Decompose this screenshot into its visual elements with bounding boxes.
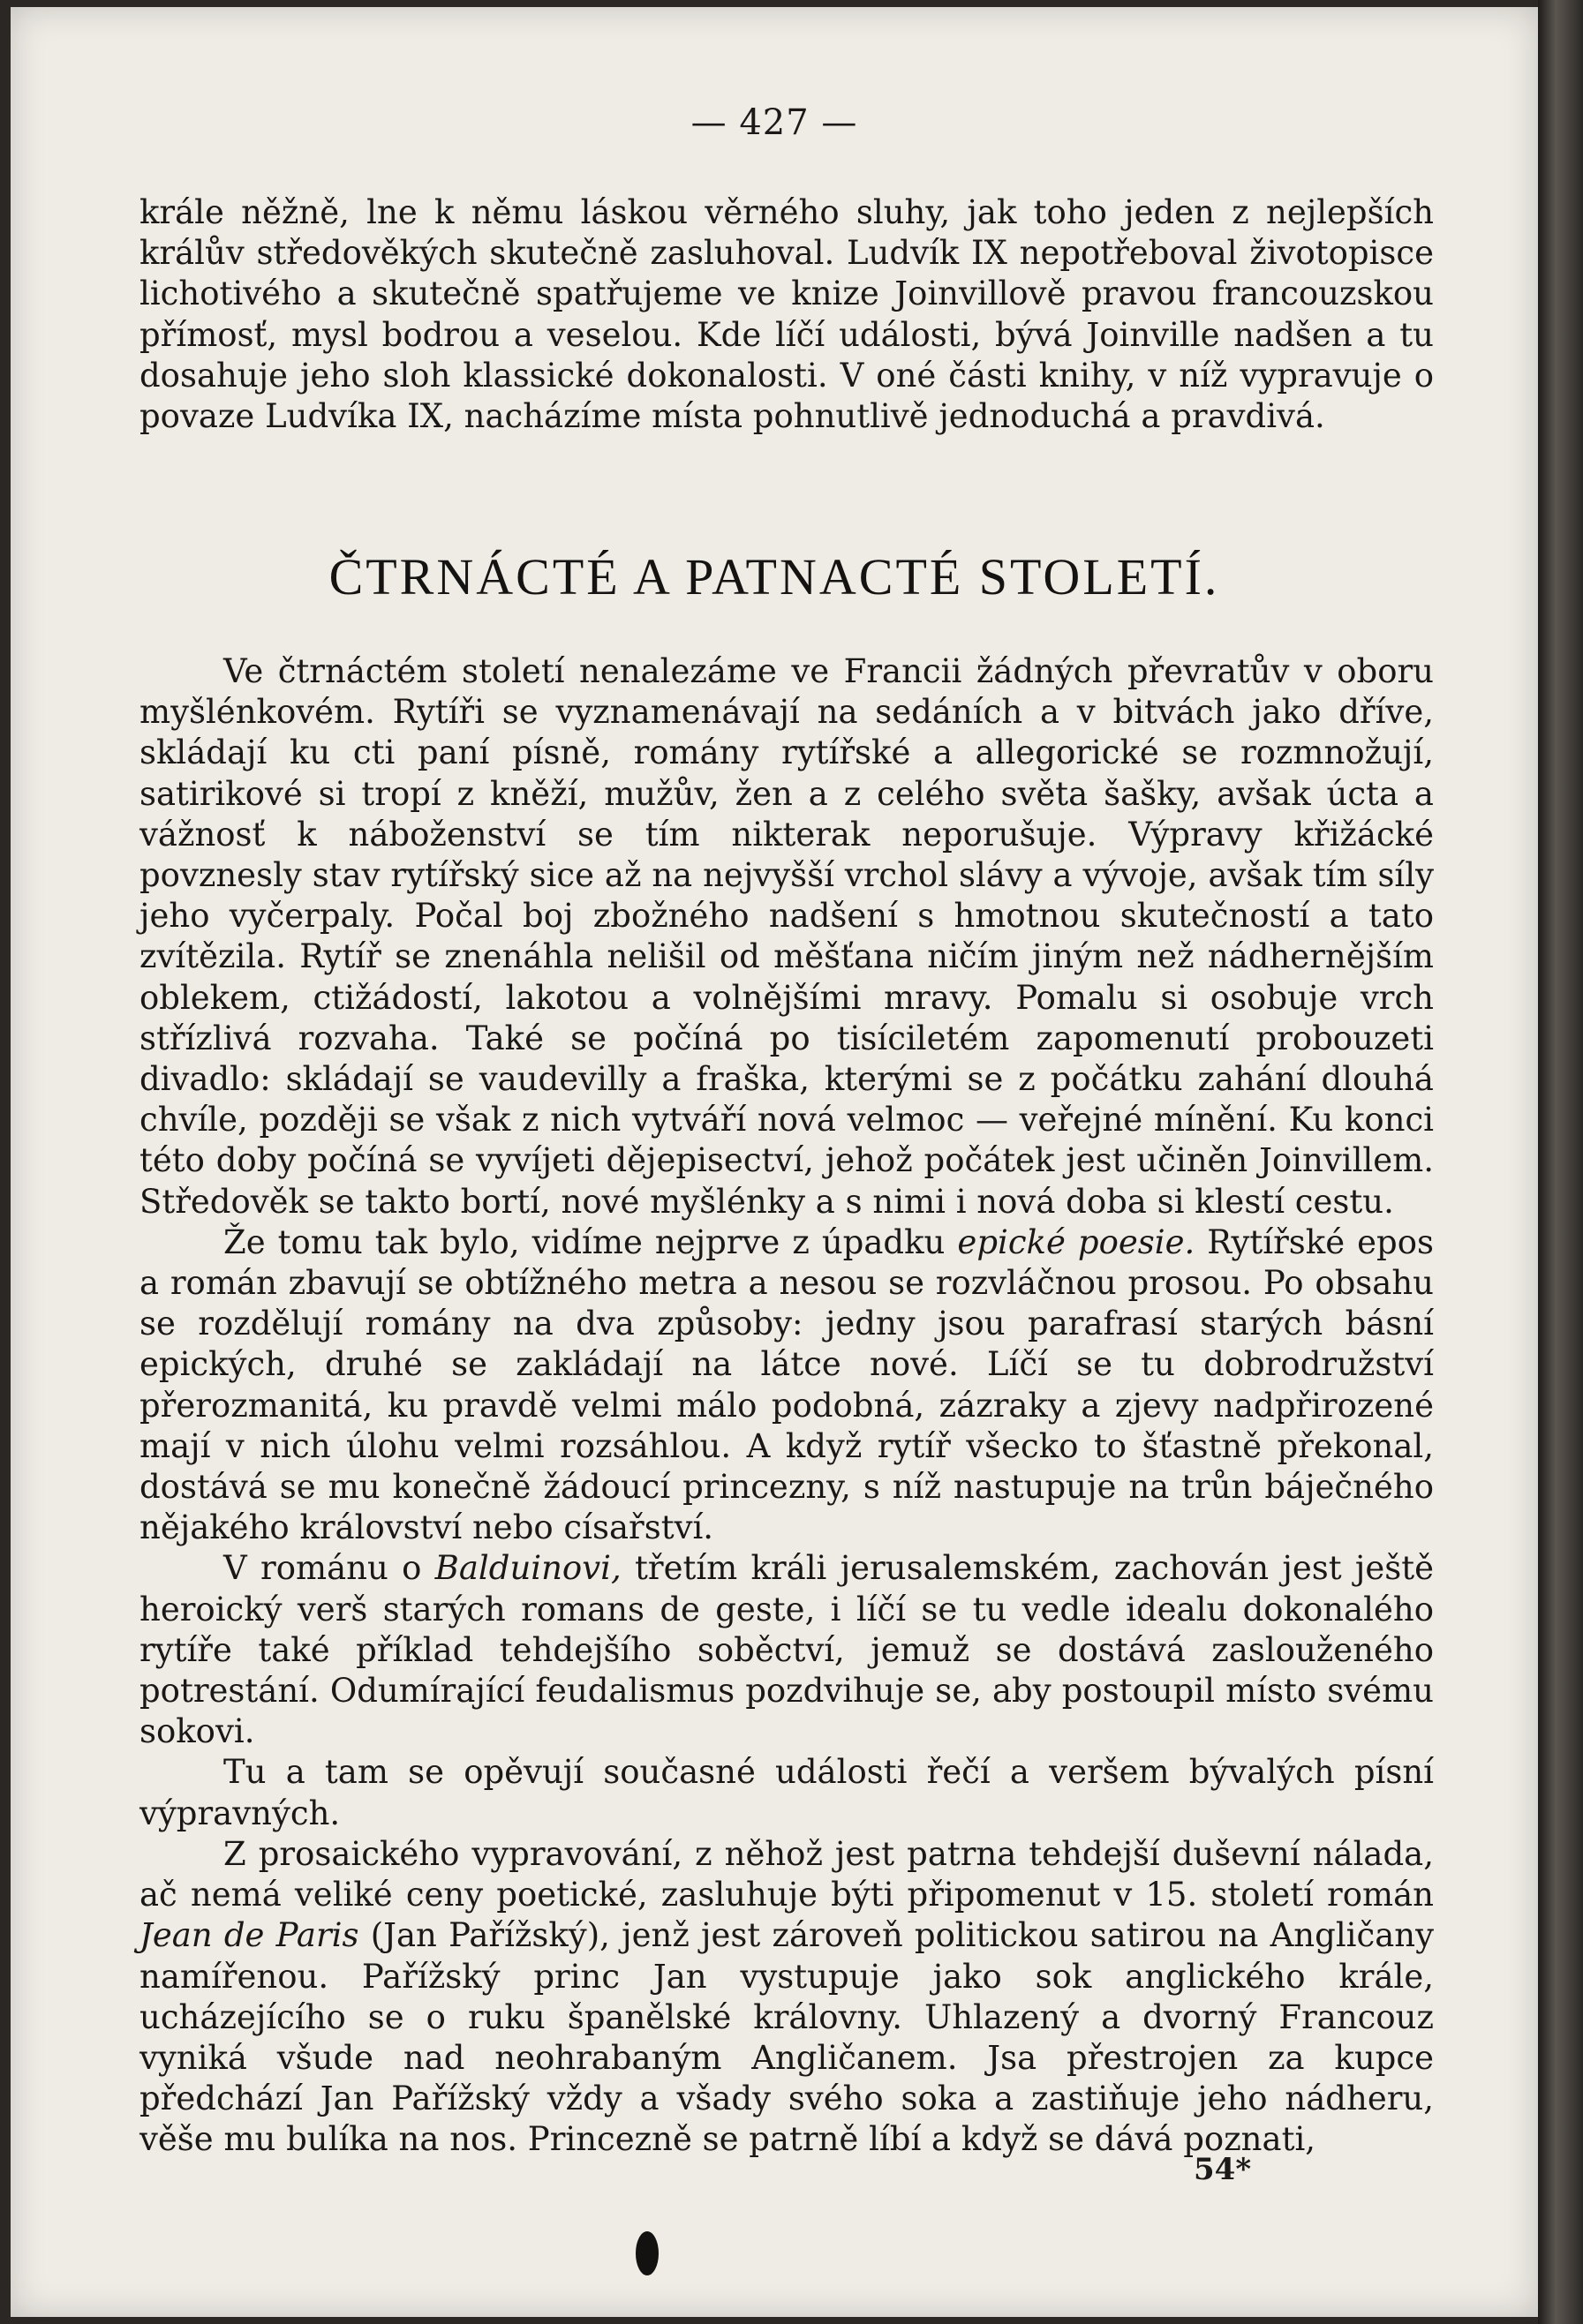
paragraph-3: V románu o Balduinovi, třetím králi jerusalemském, zachován jest ještě heroický verš starých romans de geste, i líčí se tu vedle idealu dokonalého rytíře také příklad tehdejšího soběctví, jemuž se dostává zaslouženého potrestání. Odumírající feudalismus pozdvihuje se, aby postoupil místo svému sokovi. (139, 1549, 1435, 1751)
book-page (11, 7, 1538, 2317)
section-heading: ČTRNÁCTÉ A PATNACTÉ STOLETÍ. (328, 548, 1220, 605)
section-body (139, 651, 1434, 2161)
book-gutter (1538, 0, 1583, 2324)
signature-mark: 54* (1194, 2152, 1252, 2187)
emphasis-balduinovi: Balduinovi, (434, 1549, 622, 1588)
paragraph-1: Ve čtrnáctém století nenalezáme ve Francii žádných převratův v oboru myšlénkovém. Rytíři se vyznamenávají na sedáních a v bitvách jako dříve, skládají ku cti paní písně, romány rytířské a allegorické se rozmnožují, satirikové si tropí z kněží, mužův, žen a z celého světa šašky, avšak úcta a vážnosť k náboženství se tím nikterak neporušuje. Výpravy křižácké povznesly stav rytířský sice až na nejvyšší vrchol slávy a vývoje, avšak tím síly jeho vyčerpaly. Počal boj zbožného nadšení s hmotnou skutečností a tato zvítězila. Rytíř se znenáhla nelišil od měšťana ničím jiným než nádhernějším oblekem, ctižádostí, lakotou a volnějšími mravy. Pomalu si osobuje vrch střízlivá rozvaha. Také se počíná po tisíciletém zapomenutí probouzeti divadlo: skládají se vaudevilly a fraška, kterými se z počátku zahání dlouhá chvíle, později se však z nich vytváří nová velmoc — veřejné mínění. Ku konci této doby počíná se vyvíjeti dějepisectví, jehož počátek jest učiněn Joinvillem. Středověk se takto bortí, nové myšlénky a s nimi i nová doba si klestí cestu. (139, 652, 1434, 1221)
paragraph-2: Že tomu tak bylo, vidíme nejprve z úpadku epické poesie. Rytířské epos a román zbavují se obtížného metra a nesou se rozvláčnou prosou. Po obsahu se rozdělují romány na dva způsoby: jedny jsou parafrasí starých básní epických, druhé se zakládají na látce nové. Líčí se tu dobrodružství přerozmanitá, ku pravdě velmi málo podobná, zázraky a zjevy nadpřirozené mají v nich úlohu velmi rozsáhlou. A když rytíř všecko to šťastně překonal, dostává se mu konečně žádoucí princezny, s níž nastupuje na trůn báječného nějakého království nebo císařství. (139, 1222, 1434, 1547)
intro-paragraph-block (139, 192, 1434, 437)
emphasis-jean-de-paris: Jean de Paris (139, 1916, 359, 1955)
paragraph-4: Tu a tam se opěvují současné události řečí a veršem bývalých písní výpravných. (139, 1753, 1434, 1832)
intro-paragraph: krále něžně, lne k němu láskou věrného sluhy, jak toho jeden z nejlepších králův středověkých skutečně zasluhoval. Ludvík IX nepotřeboval životopisce lichotivého a skutečně spatřujeme ve knize Joinvillově pravou francouzskou přímosť, mysl bodrou a veselou. Kde líčí události, bývá Joinville nadšen a tu dosahuje jeho sloh klassické dokonalosti. V oné části knihy, v níž vypravuje o povaze Ludvíka IX, nacházíme místa pohnutlivě jednoduchá a pravdivá. (139, 193, 1434, 436)
paragraph-5: Z prosaického vypravování, z něhož jest patrna tehdejší duševní nálada, ač nemá veliké ceny poetické, zasluhuje býti připomenut v 15. století román Jean de Paris (Jan Pařížský), jenž jest zároveň politickou satirou na Angličany namířenou. Pařížský princ Jan vystupuje jako sok anglického krále, ucházejícího se o ruku španělské královny. Uhlazený a dvorný Francouz vyniká všude nad neohrabaným Angličanem. Jsa přestrojen za kupce předchází Jan Pařížský vždy a všady svého soka a zastiňuje jeho nádheru, věše mu bulíka na nos. Princezně se patrně líbí a když se dává poznati, (139, 1834, 1434, 2159)
emphasis-epicke-poesie: epické poesie. (957, 1222, 1195, 1261)
ink-blot (636, 2231, 659, 2275)
page-number: — 427 — (690, 102, 858, 143)
